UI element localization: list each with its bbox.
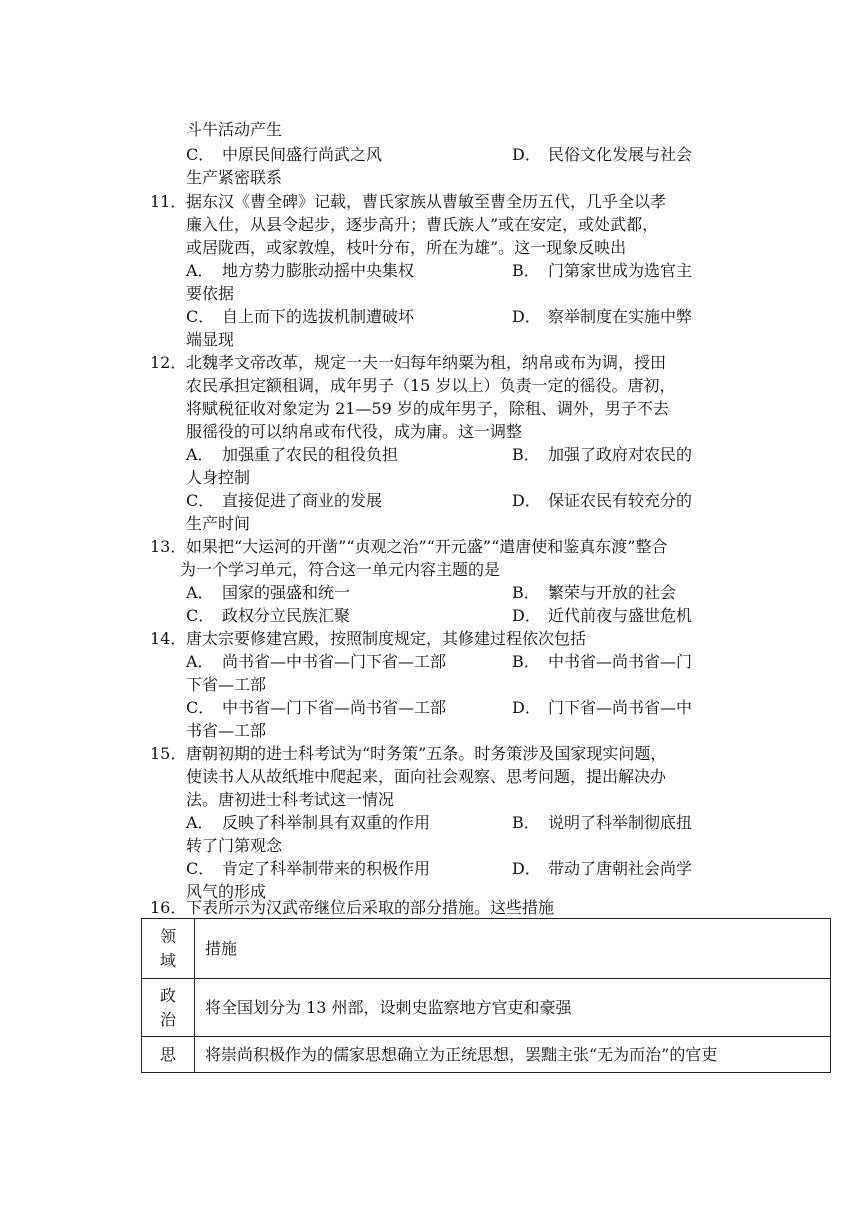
- option-continuation: 人身控制: [186, 468, 251, 487]
- question-11-number: 11．: [150, 192, 187, 211]
- question-13-option-a[interactable]: [186, 582, 350, 604]
- question-15-stem-line: 唐朝初期的进士科考试为“时务策”五条。时务策涉及国家现实问题，: [186, 744, 667, 763]
- fragment-line: 斗牛活动产生: [186, 120, 283, 139]
- option-continuation: 转了门第观念: [186, 836, 283, 855]
- field-header-char: 域: [159, 950, 176, 970]
- question-14-option-a[interactable]: [186, 651, 446, 673]
- option-text: 保证农民有较充分的: [548, 491, 693, 510]
- option-letter: B．: [512, 652, 540, 671]
- question-12-option-d[interactable]: [512, 490, 692, 512]
- option-letter: C．: [186, 606, 215, 625]
- question-11-stem-line: 据东汉《曹全碑》记载，曹氏家族从曹敏至曹全历五代，几乎全以孝: [186, 192, 667, 211]
- question-13-option-c[interactable]: [186, 605, 350, 627]
- option-letter: C．: [186, 145, 215, 164]
- question-14-option-b[interactable]: [512, 651, 692, 673]
- option-letter: A．: [186, 583, 214, 602]
- option-text: 门下省—尚书省—中: [548, 698, 693, 717]
- option-text: 国家的强盛和统一: [222, 583, 351, 602]
- measure-cell: [195, 979, 831, 1037]
- option-letter: A．: [186, 813, 214, 832]
- option-text: 加强了政府对农民的: [548, 445, 693, 464]
- question-11-option-c[interactable]: [186, 306, 414, 328]
- option-letter: A．: [186, 445, 214, 464]
- question-13-option-d[interactable]: [512, 605, 692, 627]
- field-char: 思: [159, 1044, 176, 1064]
- option-continuation: 风气的形成: [186, 882, 267, 901]
- question-14-option-d[interactable]: [512, 697, 692, 719]
- question-13-stem-line: 如果把“大运河的开凿”“贞观之治”“开元盛”“遣唐使和鉴真东渡”整合: [186, 537, 668, 556]
- option-text: 民俗文化发展与社会: [548, 145, 693, 164]
- fragment-option-d-continuation: 生产紧密联系: [186, 168, 283, 187]
- question-14-number: 14．: [150, 629, 187, 648]
- option-continuation: 要依据: [186, 284, 235, 303]
- option-letter: D．: [512, 606, 541, 625]
- question-15-option-a[interactable]: [186, 812, 430, 834]
- question-11-option-a[interactable]: [186, 260, 414, 282]
- option-text: 直接促进了商业的发展: [222, 491, 383, 510]
- fragment-option-c[interactable]: [186, 144, 382, 166]
- question-12-stem-line: 服徭役的可以纳帛或布代役，成为庸。这一调整: [186, 422, 523, 441]
- option-text: 肯定了科举制带来的积极作用: [222, 859, 431, 878]
- option-letter: D．: [512, 491, 541, 510]
- question-15-stem-line: 法。唐初进士科考试这一情况: [186, 790, 395, 809]
- option-letter: B．: [512, 583, 540, 602]
- option-letter: D．: [512, 698, 541, 717]
- question-12-option-c[interactable]: [186, 490, 382, 512]
- measure-header-cell: [195, 919, 831, 979]
- option-letter: C．: [186, 307, 215, 326]
- field-cell: [142, 1037, 195, 1073]
- option-continuation: 下省—工部: [186, 675, 267, 694]
- question-15-option-c[interactable]: [186, 858, 430, 880]
- option-letter: C．: [186, 491, 215, 510]
- option-text: 自上而下的选拔机制遭破坏: [222, 307, 415, 326]
- question-16-stem-line: 下表所示为汉武帝继位后采取的部分措施。这些措施: [186, 898, 555, 917]
- question-14-option-c[interactable]: [186, 697, 446, 719]
- measures-table: [141, 918, 831, 1073]
- question-13-number: 13．: [150, 537, 187, 556]
- option-text: 反映了科举制具有双重的作用: [222, 813, 431, 832]
- question-11-option-b[interactable]: [512, 260, 692, 282]
- option-text: 带动了唐朝社会尚学: [548, 859, 693, 878]
- field-header-char: 领: [159, 926, 176, 946]
- measure-text: 将全国划分为 13 州部，设刺史监察地方官吏和豪强: [205, 997, 572, 1017]
- field-char: 政: [159, 985, 176, 1005]
- question-11-stem-line: 或居陇西，或家敦煌，枝叶分布，所在为雄”。这一现象反映出: [186, 238, 627, 257]
- option-text: 中书省—尚书省—门: [548, 652, 693, 671]
- question-12-option-a[interactable]: [186, 444, 398, 466]
- table-row: [142, 979, 831, 1037]
- question-15-option-d[interactable]: [512, 858, 692, 880]
- option-text: 中原民间盛行尚武之风: [222, 145, 383, 164]
- question-12-stem-line: 农民承担定额租调，成年男子（15 岁以上）负责一定的徭役。唐初，: [186, 376, 676, 395]
- option-letter: C．: [186, 859, 215, 878]
- option-letter: A．: [186, 652, 214, 671]
- question-16-number: 16．: [150, 898, 187, 917]
- table-header-row: [142, 919, 831, 979]
- option-text: 尚书省—中书省—门下省—工部: [222, 652, 447, 671]
- option-text: 说明了科举制彻底扭: [548, 813, 693, 832]
- option-text: 门第家世成为选官主: [548, 261, 693, 280]
- option-continuation: 端显现: [186, 330, 235, 349]
- field-header-cell: [142, 919, 195, 979]
- measure-cell: [195, 1037, 831, 1073]
- question-14-stem-line: 唐太宗要修建宫殿，按照制度规定，其修建过程依次包括: [186, 629, 587, 648]
- question-12-stem-line: 将赋税征收对象定为 21—59 岁的成年男子，除租、调外，男子不去: [186, 399, 669, 418]
- fragment-option-d[interactable]: [512, 144, 692, 166]
- measure-header-text: 措施: [205, 938, 238, 958]
- question-15-option-b[interactable]: [512, 812, 692, 834]
- option-letter: B．: [512, 445, 540, 464]
- field-cell: [142, 979, 195, 1037]
- table-row: [142, 1037, 831, 1073]
- question-15-number: 15．: [150, 744, 187, 763]
- question-12-number: 12．: [150, 353, 187, 372]
- option-text: 察举制度在实施中弊: [548, 307, 693, 326]
- option-text: 政权分立民族汇聚: [222, 606, 351, 625]
- question-15-stem-line: 使读书人从故纸堆中爬起来，面向社会观察、思考问题，提出解决办: [186, 767, 667, 786]
- option-text: 地方势力膨胀动摇中央集权: [222, 261, 415, 280]
- question-12-option-b[interactable]: [512, 444, 692, 466]
- question-13-option-b[interactable]: [512, 582, 676, 604]
- question-11-option-d[interactable]: [512, 306, 692, 328]
- option-letter: D．: [512, 145, 541, 164]
- option-text: 加强重了农民的租役负担: [222, 445, 399, 464]
- option-letter: B．: [512, 261, 540, 280]
- option-letter: D．: [512, 307, 541, 326]
- option-letter: A．: [186, 261, 214, 280]
- option-continuation: 生产时间: [186, 514, 251, 533]
- option-letter: C．: [186, 698, 215, 717]
- option-text: 中书省—门下省—尚书省—工部: [222, 698, 447, 717]
- option-continuation: 书省—工部: [186, 721, 267, 740]
- field-char: 治: [159, 1009, 176, 1029]
- option-text: 繁荣与开放的社会: [548, 583, 677, 602]
- question-11-stem-line: 廉入仕，从县令起步，逐步高升；曹氏族人”或在安定，或处武都，: [186, 215, 659, 234]
- option-letter: B．: [512, 813, 540, 832]
- option-letter: D．: [512, 859, 541, 878]
- option-text: 近代前夜与盛世危机: [548, 606, 693, 625]
- measure-text: 将崇尚积极作为的儒家思想确立为正统思想，罢黜主张“无为而治”的官吏: [205, 1044, 718, 1064]
- question-13-stem-line: 为一个学习单元，符合这一单元内容主题的是: [180, 560, 501, 579]
- question-12-stem-line: 北魏孝文帝改革，规定一夫一妇每年纳粟为租，纳帛或布为调，授田: [186, 353, 667, 372]
